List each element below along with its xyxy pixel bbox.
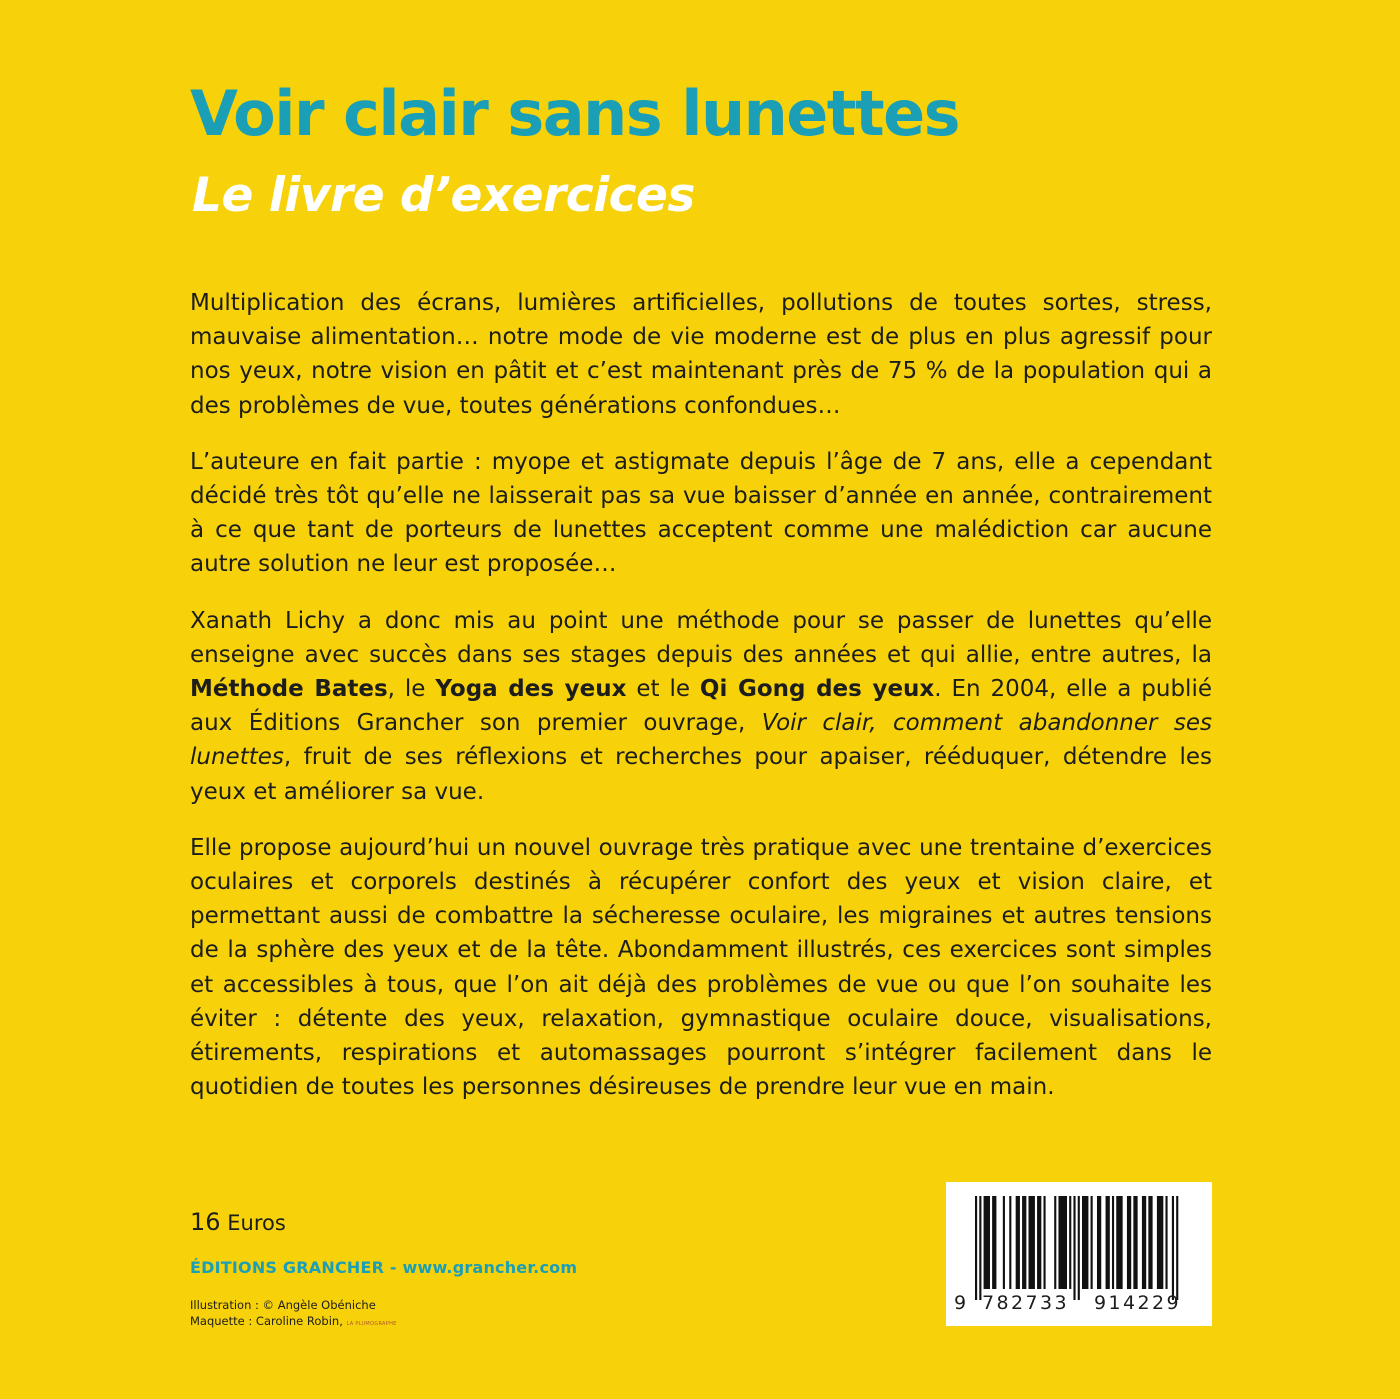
barcode-bar bbox=[1058, 1196, 1067, 1289]
barcode-bar bbox=[1091, 1196, 1093, 1289]
barcode-bar bbox=[979, 1196, 981, 1300]
studio-logo: LA PLUMOGRAPHE bbox=[346, 1321, 397, 1327]
book-title: Voir clair sans lunettes bbox=[190, 77, 960, 150]
barcode-bar bbox=[1069, 1196, 1071, 1289]
barcode-bar bbox=[1116, 1196, 1122, 1289]
barcode-right-digits: 914229 bbox=[1094, 1292, 1181, 1314]
back-cover-blurb bbox=[190, 286, 1212, 1126]
bold-qi-gong-des-yeux: Qi Gong des yeux bbox=[699, 676, 935, 703]
barcode-bar bbox=[1165, 1196, 1167, 1289]
bold-yoga-des-yeux: Yoga des yeux bbox=[435, 676, 627, 703]
barcode-bar bbox=[1037, 1196, 1041, 1289]
barcode-first-digit: 9 bbox=[954, 1292, 969, 1314]
price-amount: 16 bbox=[190, 1208, 221, 1236]
barcode-bar bbox=[1016, 1196, 1020, 1289]
barcode-bar bbox=[1078, 1196, 1080, 1300]
barcode-bar bbox=[1127, 1196, 1131, 1289]
blurb-paragraph-1: Multiplication des écrans, lumières artificielles, pollutions de toutes sortes, stress, mauvaise alimentation… notre mode de vie moderne est de plus en plus agressif pour nos yeux, notre vision en pâtit et c’est maintenant près de 75 % de la population qui a des problèmes de vue, toutes générations confondues… bbox=[190, 290, 1212, 419]
blurb-paragraph-2: L’auteure en fait partie : myope et astigmate depuis l’âge de 7 ans, elle a cependant décidé très tôt qu’elle ne laisserait pas sa vue baisser d’année en année, contrairement à ce que tant de porteurs de lunettes acceptent comme une malédiction car aucune autre solution ne leur est proposée… bbox=[190, 448, 1212, 578]
barcode-bar bbox=[1176, 1196, 1178, 1300]
barcode-bar bbox=[1022, 1196, 1026, 1289]
book-subtitle: Le livre d’exercices bbox=[192, 168, 695, 223]
illustration-credit: Illustration : © Angèle Obéniche bbox=[190, 1298, 376, 1312]
barcode-bar bbox=[975, 1196, 977, 1300]
italic-first-book-title: Voir clair, comment abandonner ses lunettes bbox=[190, 710, 1212, 771]
barcode-bar bbox=[1009, 1196, 1011, 1289]
barcode-bar bbox=[1003, 1196, 1005, 1289]
barcode-bar bbox=[1157, 1196, 1163, 1289]
blurb-paragraph-3: Xanath Lichy a donc mis au point une méthode pour se passer de lunettes qu’elle enseigne avec succès dans ses stages depuis des années et qui allie, entre autres, la Méthode Bates, le Yoga des yeux et le Qi Gong des yeux. En 2004, elle a publié aux Éditions Grancher son premier ouvrage, Voir clair, comment abandonner ses lunettes, fruit de ses réflexions et recherches pour apaiser, rééduquer, détendre les yeux et améliorer sa vue. bbox=[190, 607, 1212, 805]
barcode-bar bbox=[1043, 1196, 1045, 1289]
publisher-line: ÉDITIONS GRANCHER - www.grancher.com bbox=[190, 1258, 578, 1277]
barcode-left-digits: 782733 bbox=[982, 1292, 1069, 1314]
barcode-bar bbox=[1133, 1196, 1137, 1289]
barcode-bar bbox=[1112, 1196, 1114, 1289]
barcode-bar bbox=[1073, 1196, 1075, 1300]
barcode-bar bbox=[992, 1196, 996, 1289]
layout-credit: Maquette : Caroline Robin, LA PLUMOGRAPHE bbox=[190, 1314, 397, 1328]
barcode-bar bbox=[1029, 1196, 1035, 1289]
credits bbox=[190, 1297, 397, 1332]
barcode-bar bbox=[1082, 1196, 1088, 1289]
bold-methode-bates: Méthode Bates bbox=[190, 676, 388, 703]
isbn-barcode bbox=[946, 1182, 1212, 1326]
price bbox=[190, 1207, 286, 1238]
blurb-paragraph-4: Elle propose aujourd’hui un nouvel ouvrage très pratique avec une trentaine d’exercices oculaires et corporels destinés à récupérer confort des yeux et vision claire, et permettant aussi de combattre la sécheresse oculaire, les migraines et autres tensions de la sphère des yeux et de la tête. Abondamment illustrés, ces exercices sont simples et accessibles à tous, que l’on ait déjà des problèmes de vue ou que l’on souhaite les éviter : détente des yeux, relaxation, gymnastique oculaire douce, visualisations, étirements, respirations et automassages pourront s’intégrer facilement dans le quotidien de toutes les personnes désireuses de prendre leur vue en main. bbox=[190, 834, 1212, 1101]
barcode-bar bbox=[1142, 1196, 1146, 1289]
barcode-bar bbox=[1106, 1196, 1110, 1289]
barcode-bar bbox=[1172, 1196, 1174, 1300]
barcode-bar bbox=[984, 1196, 990, 1289]
barcode-bar bbox=[1097, 1196, 1101, 1289]
price-currency: Euros bbox=[227, 1211, 286, 1235]
barcode-bar bbox=[1148, 1196, 1152, 1289]
barcode-bar bbox=[1054, 1196, 1056, 1289]
